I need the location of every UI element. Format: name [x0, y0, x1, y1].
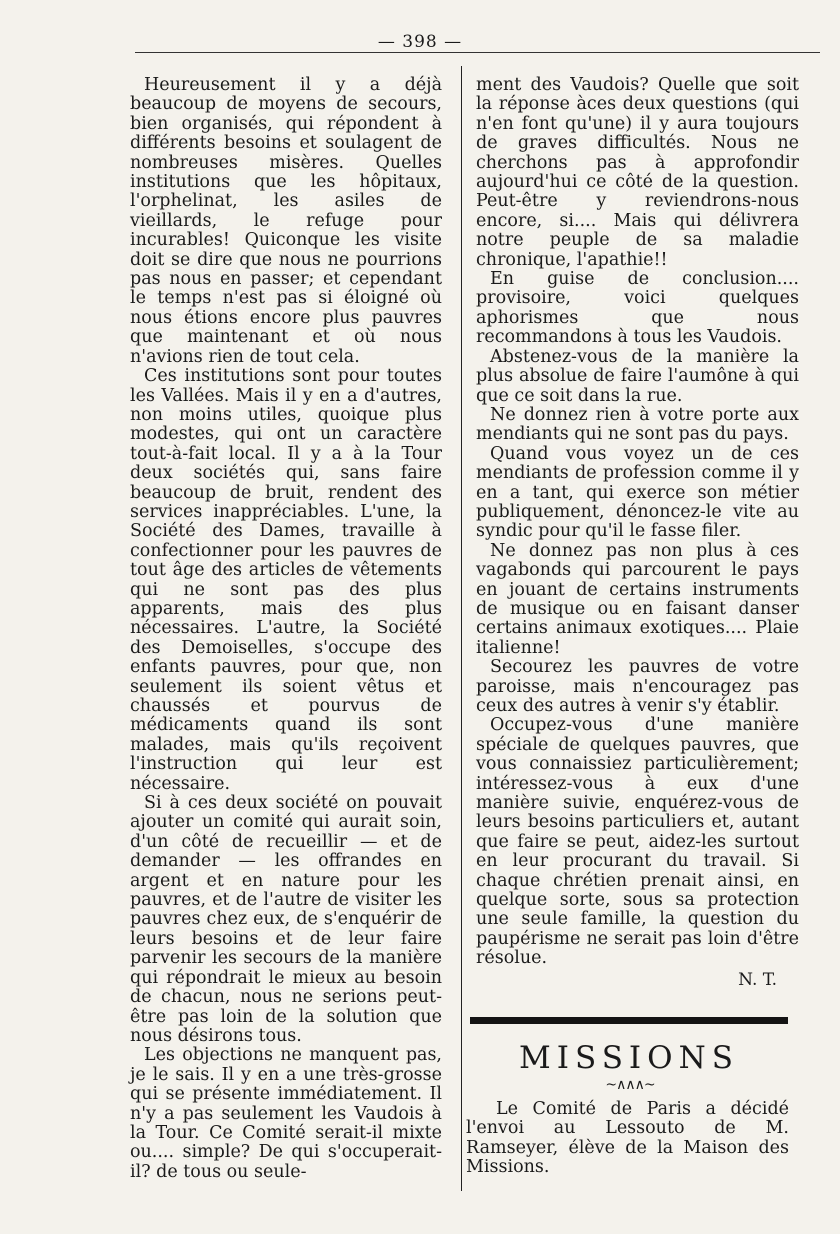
right-column	[476, 76, 799, 990]
section-title: MISSIONS	[519, 1040, 739, 1076]
paragraph: Le Comité de Paris a décidé l'envoi au Lessouto de M. Ramseyer, élève de la Maison des Missions.	[466, 1099, 789, 1178]
author-signature: N. T.	[738, 969, 777, 990]
paragraph: Ces institutions sont pour toutes les Vallées. Mais il y en a d'autres, non moins utiles, quoique plus modestes, qui ont un caractère tout-à-fait local. Il y a à la Tour deux sociétés qui, sans faire beaucoup de bruit, rendent des services inappréciables. L'une, la Société des Dames, travaille à confectionner pour les pauvres de tout âge des articles de vêtements qui ne sont pas des plus apparents, mais des plus nécessaires. L'autre, la Société des Demoiselles, s'occupe des enfants pauvres, pour que, non seulement ils soient vêtus et chaussés et pourvus de médicaments quand ils sont malades, mais qu'ils reçoivent l'instruction qui leur est nécessaire.	[130, 366, 442, 794]
aphorism: En guise de conclusion.... provisoire, voici quelques aphorismes que nous recommandons à tous les Vaudois.	[476, 269, 799, 348]
paragraph: Si à ces deux société on pouvait ajouter un comité qui aurait soin, d'un côté de recueillir — et de demander — les offrandes en argent et en nature pour les pauvres, et de l'autre de visiter les pauvres chez eux, de s'enquérir de leurs besoins et de leur faire parvenir les secours de la manière qui répondrait le mieux au besoin de chacun, nous ne serions peut-être pas loin de la solution que nous désirons tous.	[130, 793, 442, 1046]
aphorism: Quand vous voyez un de ces mendiants de profession comme il y en a tant, qui exerce son métier publiquement, dénoncez-le vite au syndic pour qu'il le fasse filer.	[476, 443, 799, 542]
paragraph: Heureusement il y a déjà beaucoup de moyens de secours, bien organisés, qui répondent à différents besoins et soulagent de nombreuses misères. Quelles institutions que les hôpitaux, l'orphelinat, les asiles de vieillards, le refuge pour incurables! Quiconque les visite doit se dire que nous ne pourrions pas nous en passer; et cependant le temps n'est pas si éloigné où nous étions encore plus pauvres que maintenant et où nous n'avions rien de tout cela.	[130, 75, 442, 367]
paragraph: Les objections ne manquent pas, je le sais. Il y en a une très-grosse qui se présente immédiatement. Il n'y a pas seulement les Vaudois à la Tour. Ce Comité serait-il mixte ou.... simple? De qui s'occuperait-il? de tous ou seule-	[130, 1045, 442, 1182]
header-rule	[135, 52, 820, 53]
aphorism: Occupez-vous d'une manière spéciale de quelques pauvres, que vous connaissiez particulièrement; intéressez-vous à eux d'une manière suivie, enquérez-vous de leurs besoins particuliers et, autant que faire se peut, aidez-les surtout en leur procurant du travail. Si chaque chrétien prenait ainsi, en quelque sorte, sous sa protection une seule famille, la question du paupérisme ne serait pas loin d'être résolue.	[476, 715, 799, 969]
aphorism: Abstenez-vous de la manière la plus absolue de faire l'aumône à qui que ce soit dans la rue.	[476, 346, 799, 406]
section-separator	[470, 1017, 788, 1024]
page-number: — 398 —	[377, 32, 463, 52]
paragraph-continuation: ment des Vaudois? Quelle que soit la réponse àces deux questions (qui n'en font qu'une) il y aura toujours de graves difficultés. Nous ne cherchons pas à approfondir aujourd'hui ce côté de la question. Peut-être y reviendrons-nous encore, si.... Mais qui délivrera notre peuple de sa maladie chronique, l'apathie!!	[476, 75, 799, 270]
aphorism: Secourez les pauvres de votre paroisse, mais n'encouragez pas ceux des autres à venir s'y établir.	[476, 657, 799, 716]
left-column	[130, 76, 442, 1182]
aphorism: Ne donnez pas non plus à ces vagabonds qui parcourent le pays en jouant de certains instruments de musique ou en faisant danser certains animaux exotiques.... Plaie italienne!	[476, 540, 799, 658]
ornament-flourish: ~∧∧∧~	[605, 1077, 655, 1093]
column-divider	[461, 66, 462, 1191]
missions-section	[466, 1100, 789, 1178]
aphorism: Ne donnez rien à votre porte aux mendiants qui ne sont pas du pays.	[476, 404, 799, 445]
